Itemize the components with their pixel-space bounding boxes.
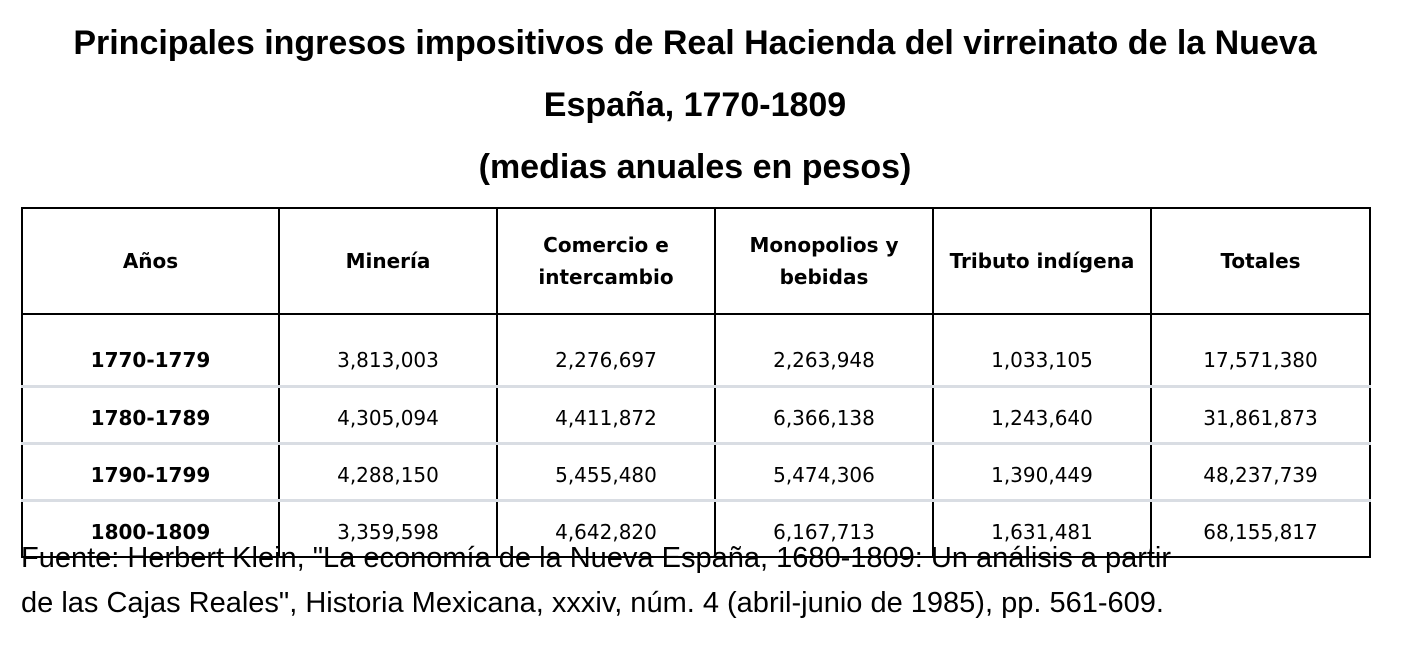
year-cell: 1780-1789 <box>22 387 279 444</box>
source-line: Fuente: Herbert Klein, "La economía de la Nueva España, 1680-1809: Un análisis a partir <box>21 542 1172 574</box>
total-cell: 68,155,817 <box>1151 501 1370 558</box>
column-header-years: Años <box>22 208 279 314</box>
total-cell: 17,571,380 <box>1151 314 1370 387</box>
mining-cell: 4,288,150 <box>279 444 497 501</box>
column-header-monopolies: Monopolios y bebidas <box>715 208 933 314</box>
commerce-cell: 4,642,820 <box>497 501 715 558</box>
source-citation <box>21 536 1391 626</box>
table-row <box>22 314 1370 387</box>
column-header-commerce: Comercio e intercambio <box>497 208 715 314</box>
revenue-table <box>21 207 1371 558</box>
year-cell: 1790-1799 <box>22 444 279 501</box>
monopolies-cell: 6,167,713 <box>715 501 933 558</box>
monopolies-cell: 2,263,948 <box>715 314 933 387</box>
commerce-cell: 2,276,697 <box>497 314 715 387</box>
page-title-continued: España, 1770-1809 <box>543 86 847 124</box>
commerce-cell: 4,411,872 <box>497 387 715 444</box>
mining-cell: 3,359,598 <box>279 501 497 558</box>
commerce-cell: 5,455,480 <box>497 444 715 501</box>
tribute-cell: 1,631,481 <box>933 501 1151 558</box>
column-header-mining: Minería <box>279 208 497 314</box>
mining-cell: 3,813,003 <box>279 314 497 387</box>
page-title: Principales ingresos impositivos de Real Hacienda del virreinato de la Nueva <box>73 24 1317 62</box>
table-row <box>22 444 1370 501</box>
column-header-totals: Totales <box>1151 208 1370 314</box>
tribute-cell: 1,033,105 <box>933 314 1151 387</box>
year-cell: 1770-1779 <box>22 314 279 387</box>
header-row <box>22 208 1370 314</box>
tribute-cell: 1,243,640 <box>933 387 1151 444</box>
page-subtitle: (medias anuales en pesos) <box>478 148 912 186</box>
year-cell: 1800-1809 <box>22 501 279 558</box>
tribute-cell: 1,390,449 <box>933 444 1151 501</box>
total-cell: 48,237,739 <box>1151 444 1370 501</box>
total-cell: 31,861,873 <box>1151 387 1370 444</box>
table-row <box>22 387 1370 444</box>
title-block <box>0 12 1390 198</box>
mining-cell: 4,305,094 <box>279 387 497 444</box>
monopolies-cell: 5,474,306 <box>715 444 933 501</box>
monopolies-cell: 6,366,138 <box>715 387 933 444</box>
source-line: de las Cajas Reales", Historia Mexicana, xxxiv, núm. 4 (abril-junio de 1985), pp. 561-609. <box>21 587 1164 619</box>
column-header-indigenous-tribute: Tributo indígena <box>933 208 1151 314</box>
